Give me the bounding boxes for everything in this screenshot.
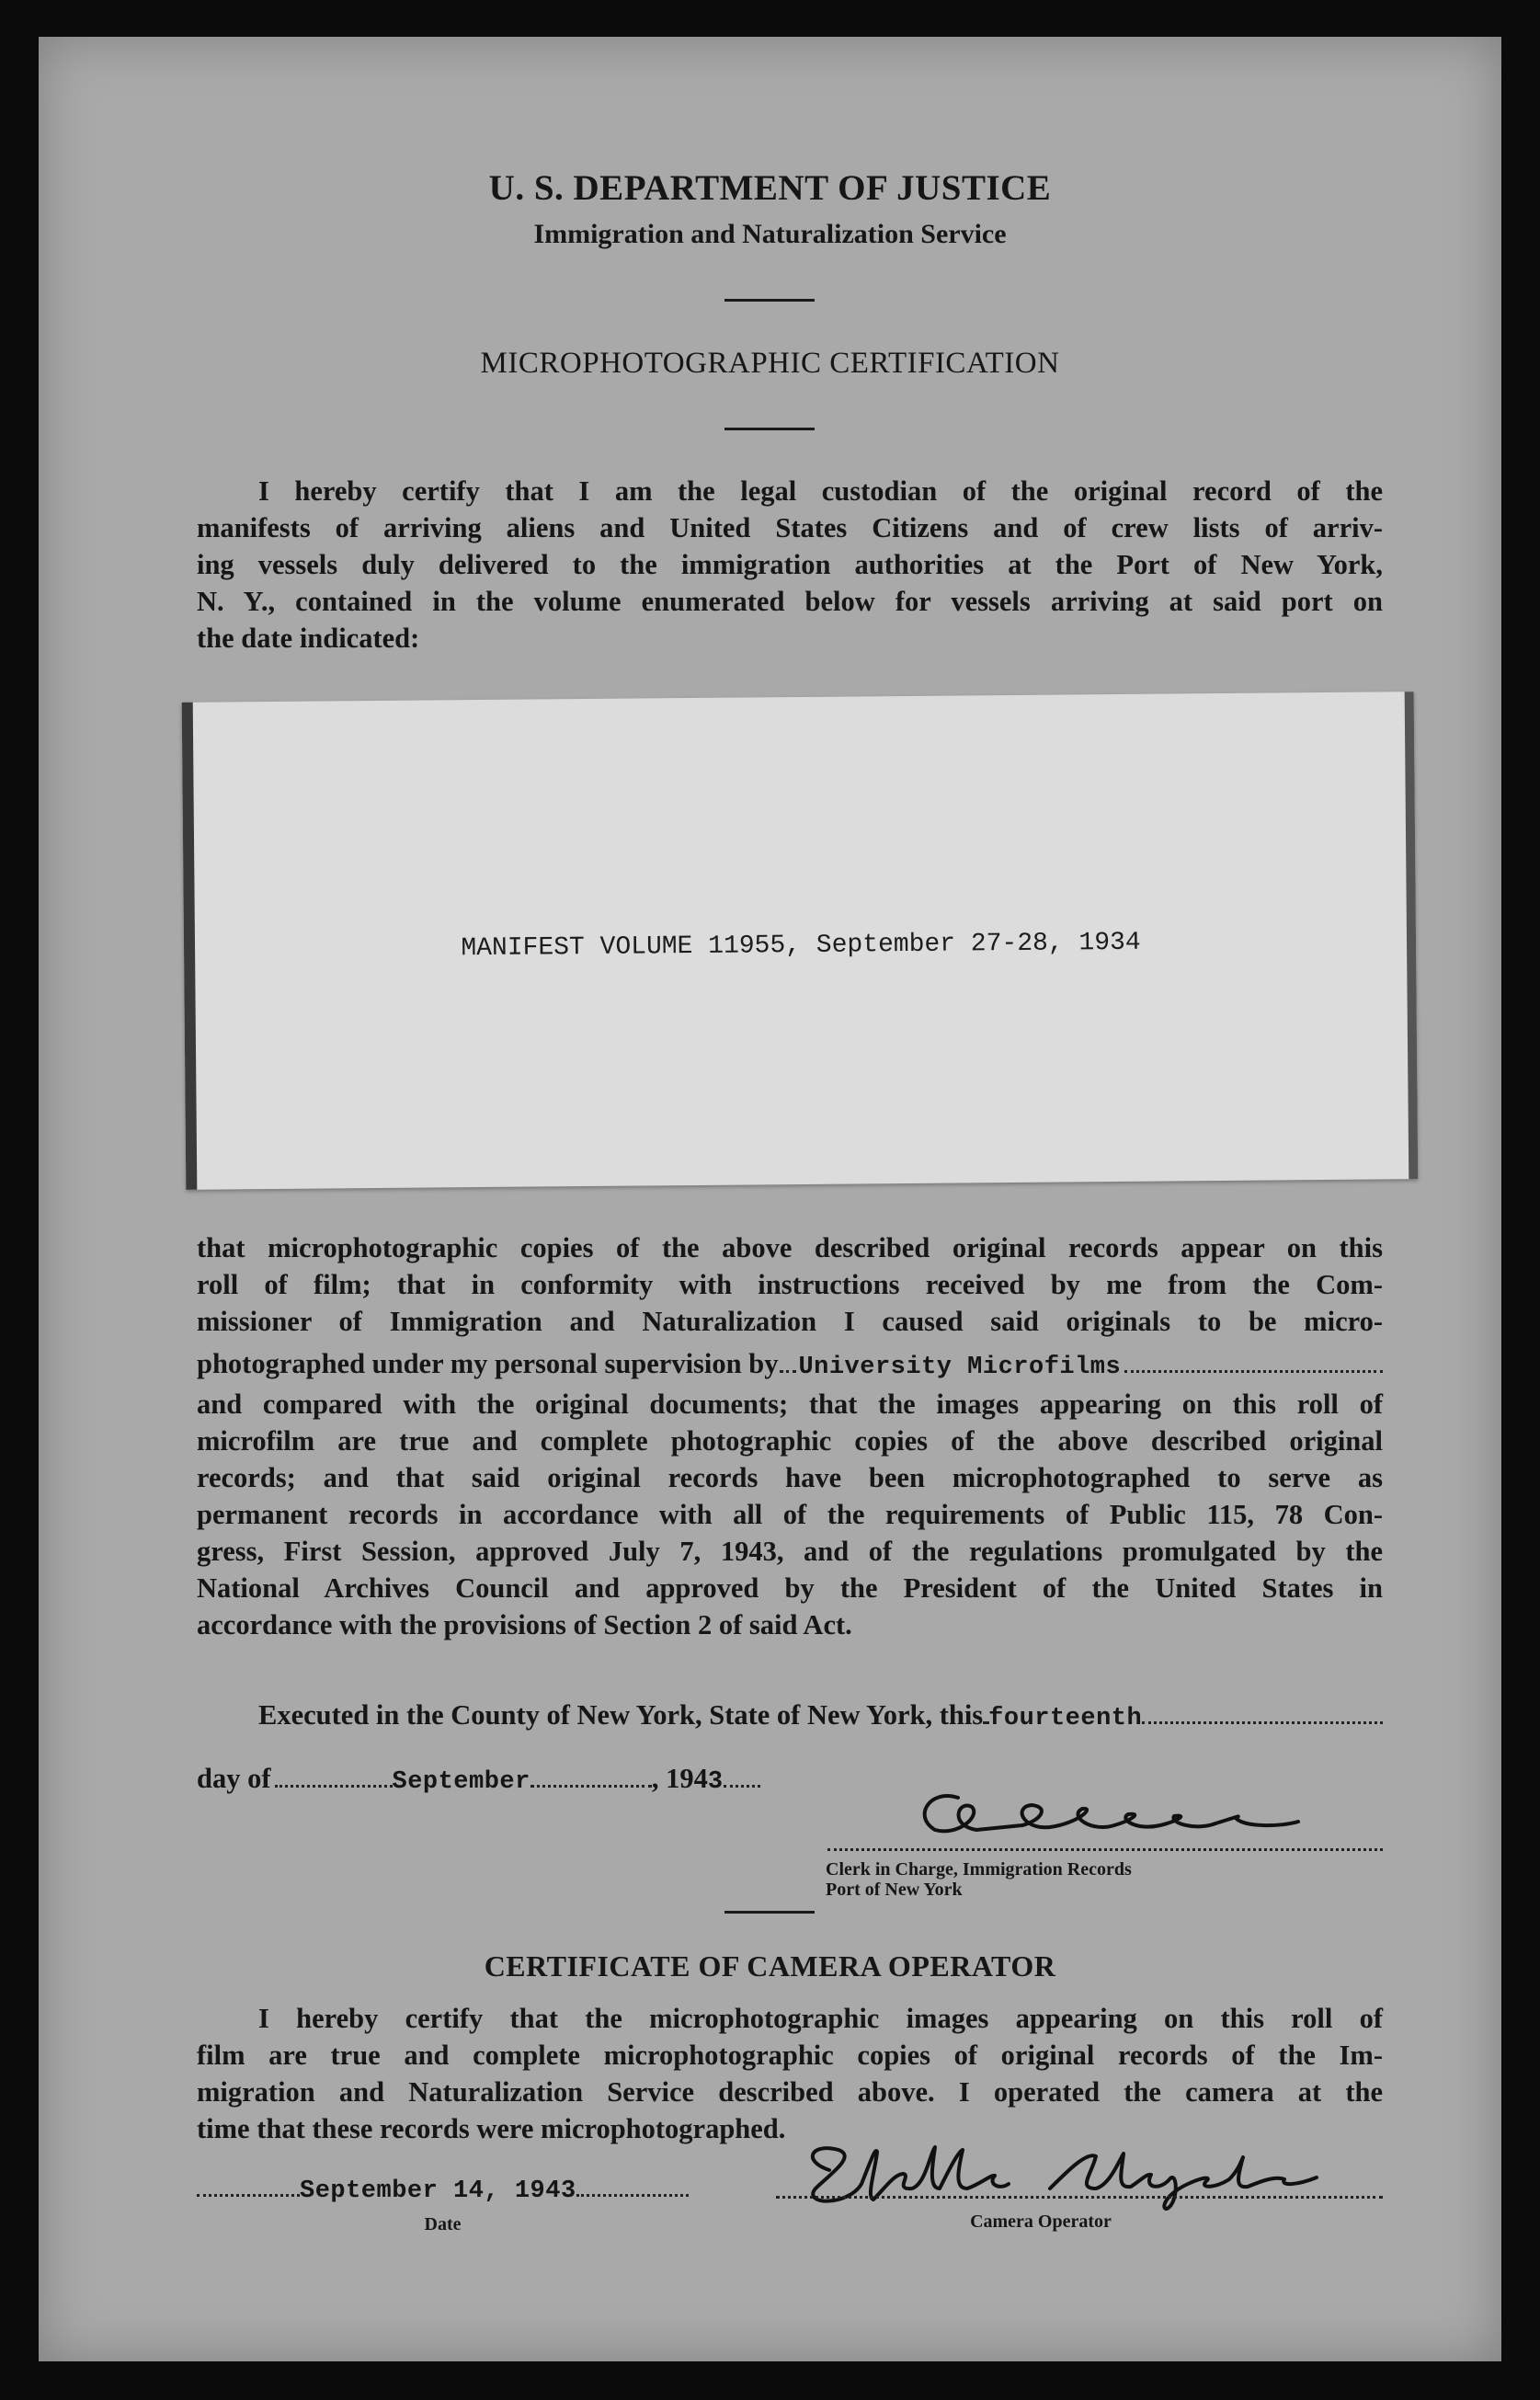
manifest-insert: [182, 691, 1419, 1190]
date-label: Date: [424, 2214, 462, 2234]
clerk-title-line: Clerk in Charge, Immigration Records: [826, 1859, 1132, 1880]
execution-prefix: Executed in the County of New York, State of New York, this: [258, 1699, 984, 1731]
supervision-line: [197, 1345, 1383, 1386]
body-line: and compared with the original documents; that the images appearing on this roll of: [197, 1389, 1383, 1420]
manifest-volume-text: MANIFEST VOLUME 11955, September 27-28, 1934: [461, 928, 1141, 964]
service-subtitle: Immigration and Naturalization Service: [533, 219, 1007, 249]
department-title: U. S. DEPARTMENT OF JUSTICE: [488, 168, 1052, 208]
supervision-prefix: photographed under my personal supervision by: [197, 1348, 779, 1379]
camera-operator-label: Camera Operator: [970, 2211, 1112, 2232]
intro-line: the date indicated:: [197, 623, 420, 654]
divider-rule: [724, 1911, 815, 1914]
certificate-sheet: [39, 37, 1501, 2361]
certification-heading: MICROPHOTOGRAPHIC CERTIFICATION: [480, 347, 1060, 380]
body-line: gress, First Session, approved July 7, 1943, and of the regulations promulgated by the: [197, 1536, 1383, 1567]
intro-line: ing vessels duly delivered to the immigration authorities at the Port of New York,: [197, 549, 1383, 580]
intro-line: N. Y., contained in the volume enumerated below for vessels arriving at said port on: [197, 586, 1383, 617]
divider-rule: [724, 428, 815, 430]
camera-line: I hereby certify that the microphotographic images appearing on this roll of: [258, 2003, 1383, 2034]
intro-paragraph: [197, 473, 1383, 657]
body-line: that microphotographic copies of the above described original records appear on this: [197, 1232, 1383, 1263]
clerk-signature-line: [827, 1848, 1383, 1851]
execution-day-value: fourteenth: [988, 1705, 1143, 1732]
day-of-line: [197, 1760, 840, 1800]
execution-line: [197, 1697, 1383, 1737]
dot-leader: [530, 1785, 652, 1788]
body-line: National Archives Council and approved by the President of the United States in: [197, 1572, 1383, 1604]
dot-leader: [197, 2194, 300, 2197]
camera-line: migration and Naturalization Service described above. I operated the camera at the: [197, 2076, 1383, 2108]
intro-line: manifests of arriving aliens and United States Citizens and of crew lists of arriv-: [197, 512, 1383, 543]
intro-line: I hereby certify that I am the legal custodian of the original record of the: [258, 475, 1383, 507]
camera-operator-paragraph: [197, 2000, 1383, 2147]
camera-line: time that these records were microphotographed.: [197, 2113, 786, 2144]
dot-leader: [275, 1785, 393, 1788]
dot-leader: [780, 1370, 796, 1373]
clerk-signature: [894, 1779, 1335, 1853]
date-line: [197, 2177, 689, 2205]
camera-operator-signature: [774, 2133, 1344, 2216]
clerk-title-line: Port of New York: [826, 1880, 963, 1900]
divider-rule: [724, 299, 815, 302]
supervision-by-value: University Microfilms: [798, 1354, 1122, 1381]
body-line: missioner of Immigration and Naturalization I caused said originals to be micro-: [197, 1306, 1383, 1337]
camera-line: film are true and complete microphotographic copies of original records of the Im-: [197, 2040, 1383, 2071]
year-prefix: , 194: [651, 1763, 708, 1794]
dot-leader: [576, 2194, 689, 2197]
date-value: September 14, 1943: [300, 2177, 576, 2205]
operator-signature-line: [776, 2196, 1383, 2199]
dot-leader: [1124, 1370, 1383, 1373]
day-of-label: day of: [197, 1763, 271, 1794]
year-digit: 3: [707, 1768, 724, 1796]
body-line: microfilm are true and complete photographic copies of the above described original: [197, 1425, 1383, 1457]
body-paragraph: [197, 1229, 1383, 1643]
clerk-title: [826, 1859, 1285, 1900]
month-value: September: [392, 1768, 530, 1796]
body-line: roll of film; that in conformity with instructions received by me from the Com-: [197, 1269, 1383, 1300]
dot-leader: [724, 1785, 760, 1788]
body-line: permanent records in accordance with all of the requirements of Public 115, 78 Con-: [197, 1499, 1383, 1530]
body-line: accordance with the provisions of Section 2 of said Act.: [197, 1609, 852, 1640]
body-line: records; and that said original records have been microphotographed to serve as: [197, 1462, 1383, 1493]
dot-leader: [1142, 1721, 1383, 1724]
camera-operator-heading: CERTIFICATE OF CAMERA OPERATOR: [484, 1949, 1056, 1983]
